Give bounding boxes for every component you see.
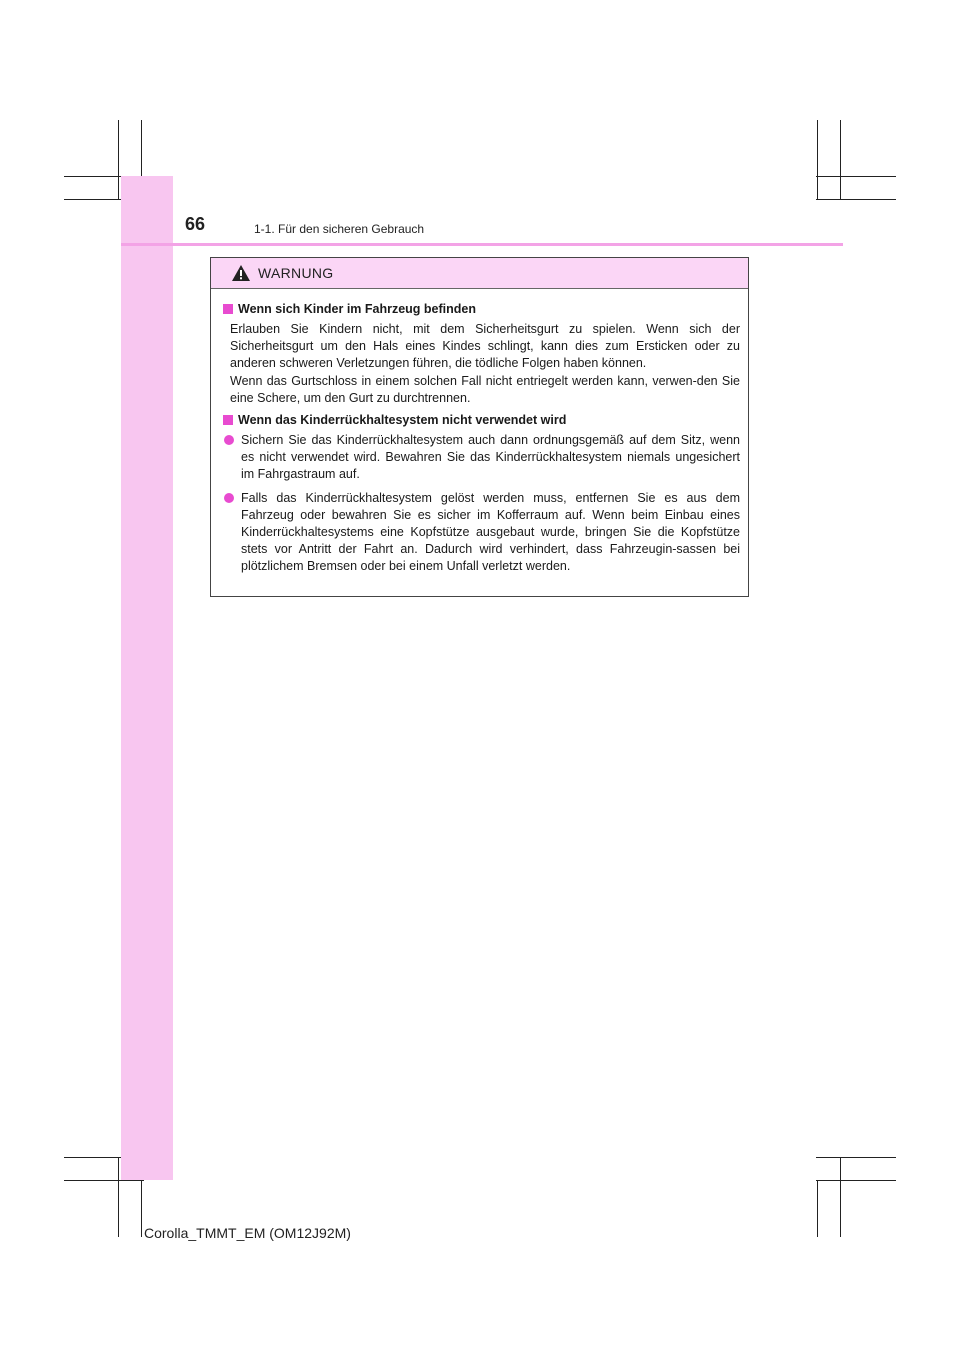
footer-doc-id: Corolla_TMMT_EM (OM12J92M)	[144, 1225, 351, 1241]
page-number: 66	[185, 214, 206, 234]
paragraph: Erlauben Sie Kindern nicht, mit dem Sicherheitsgurt zu spielen. Wenn sich der Sicherheitsgurt um den Hals eines Kindes schlingt, kann dies zum Ersticken oder zu anderen schweren Verletzungen führen, die tödliche Folgen haben können.	[230, 322, 740, 371]
paragraph: Wenn das Gurtschloss in einem solchen Fall nicht entriegelt werden kann, verwen-den Sie eine Schere, um den Gurt zu durchtrennen.	[230, 373, 740, 405]
warning-title: WARNUNG	[258, 265, 334, 281]
crop-mark	[816, 199, 896, 200]
bullet-item	[224, 432, 740, 484]
square-bullet-icon	[223, 304, 233, 314]
page-side-band	[121, 176, 173, 1180]
crop-mark	[840, 120, 841, 200]
crop-mark	[817, 120, 818, 200]
square-bullet-icon	[223, 415, 233, 425]
bullet-item	[224, 490, 740, 576]
warning-section	[223, 411, 740, 576]
crop-mark	[118, 120, 119, 200]
section-title: 1-1. Für den sicheren Gebrauch	[254, 222, 425, 236]
warning-body	[211, 289, 748, 576]
warning-header	[211, 258, 748, 289]
round-bullet-icon	[224, 435, 234, 445]
section-heading	[223, 411, 740, 429]
crop-mark	[141, 1180, 142, 1237]
header-rule	[121, 243, 843, 246]
round-bullet-icon	[224, 493, 234, 503]
crop-mark	[816, 1180, 896, 1181]
section-heading	[223, 300, 740, 318]
bullet-text: Sichern Sie das Kinderrückhaltesystem auch dann ordnungsgemäß auf dem Sitz, wenn es nicht verwendet wird. Bewahren Sie das Kinderrückhaltesystem niemals ungesichert im Fahrgastraum auf.	[241, 433, 740, 482]
bullet-text: Falls das Kinderrückhaltesystem gelöst werden muss, entfernen Sie es aus dem Fahrzeug oder bewahren Sie es sicher im Kofferraum auf. Wenn beim Einbau eines Kinderrückhaltesystems eine Kopfstütze ausgebaut wurde, bringen Sie die Kopfstütze stets vor Antritt der Fahrt an. Dadurch wird verhindert, dass Fahrzeugin-sassen bei plötzlichem Bremsen oder bei einem Unfall verletzt werden.	[241, 490, 740, 574]
crop-mark	[840, 1157, 841, 1237]
crop-mark	[816, 176, 896, 177]
crop-mark	[118, 1157, 119, 1237]
warning-box	[210, 257, 749, 597]
section-heading-text: Wenn das Kinderrückhaltesystem nicht verwendet wird	[238, 413, 567, 428]
section-heading-text: Wenn sich Kinder im Fahrzeug befinden	[238, 302, 476, 316]
crop-mark	[816, 1157, 896, 1158]
warning-triangle-icon	[231, 264, 251, 282]
crop-mark	[64, 1180, 144, 1181]
crop-mark	[817, 1180, 818, 1237]
warning-section	[223, 300, 740, 407]
